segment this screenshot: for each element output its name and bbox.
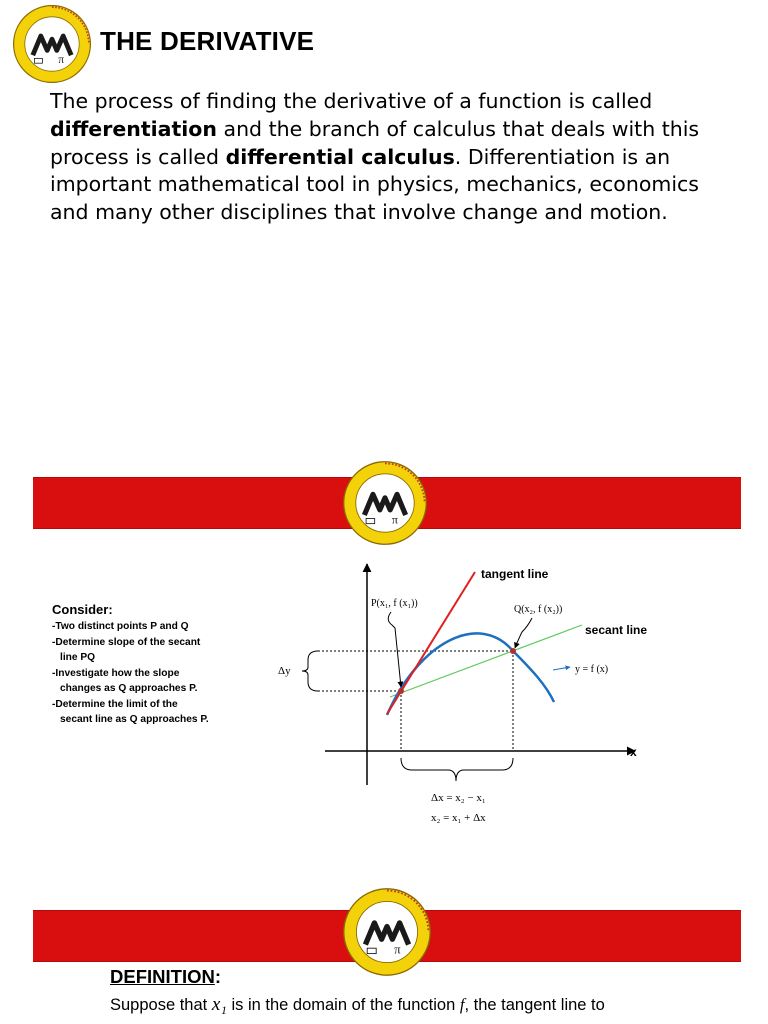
delta-y-brace	[302, 651, 318, 691]
definition-text	[110, 994, 710, 1016]
department-logo	[342, 460, 428, 546]
list-item: -Determine slope of the secant	[52, 636, 201, 648]
x2-equation: x₂ = x₁ + Δx	[431, 812, 486, 824]
definition-heading-text: DEFINITION	[110, 966, 215, 987]
department-logo	[342, 887, 432, 977]
delta-x-equation: Δx = x₂ − x₁	[431, 792, 486, 804]
definition-text-1: Suppose that	[110, 996, 212, 1014]
definition-heading	[110, 966, 221, 988]
definition-text-3: , the tangent line to	[464, 996, 605, 1014]
intro-term-differential-calculus: differential calculus	[225, 144, 455, 169]
intro-text-1: The process of finding the derivative of a function is called	[50, 89, 653, 113]
svg-text:π: π	[58, 54, 65, 67]
point-q-label: Q(x₂, f (x₂))	[514, 604, 563, 615]
definition-colon: :	[214, 966, 222, 987]
curve-pointer	[553, 667, 570, 670]
list-item: -Two distinct points P and Q	[52, 621, 189, 632]
list-item: line PQ	[60, 652, 96, 663]
curve-label: y = f (x)	[575, 664, 609, 675]
intro-term-differentiation: differentiation	[50, 116, 217, 141]
intro-text-2: and the branch of calculus that deals with this process is called	[50, 116, 700, 169]
svg-text:π: π	[394, 942, 401, 957]
q-pointer	[515, 618, 532, 648]
intro-text-3: . Differentiation is an important mathematical tool in physics, mechanics, economics and many other disciplines that involve change and motion.	[50, 144, 699, 225]
list-item: changes as Q approaches P.	[60, 683, 198, 694]
list-item: -Determine the limit of the	[52, 698, 178, 710]
point-p	[398, 688, 404, 694]
definition-text-2: is in the domain of the function	[226, 996, 460, 1014]
point-p-label: P(x₁, f (x₁))	[371, 598, 418, 609]
page-title: THE DERIVATIVE	[100, 26, 315, 56]
secant-tangent-diagram	[270, 560, 660, 830]
list-item: secant line as Q approaches P.	[60, 714, 209, 725]
secant-line-label: secant line	[585, 623, 648, 637]
department-logo	[12, 4, 92, 84]
definition-function: f	[459, 995, 465, 1014]
consider-list	[52, 602, 252, 728]
x-axis-label: x	[630, 745, 637, 759]
point-q	[510, 648, 516, 654]
tangent-line-label: tangent line	[481, 567, 549, 581]
delta-y-label: Δy	[278, 665, 291, 677]
intro-paragraph	[50, 88, 730, 227]
svg-text:π: π	[391, 512, 398, 527]
consider-heading: Consider:	[52, 602, 113, 617]
definition-variable: x₁	[211, 994, 227, 1015]
list-item: -Investigate how the slope	[52, 667, 180, 679]
p-pointer	[388, 612, 401, 687]
delta-x-brace	[401, 758, 513, 781]
